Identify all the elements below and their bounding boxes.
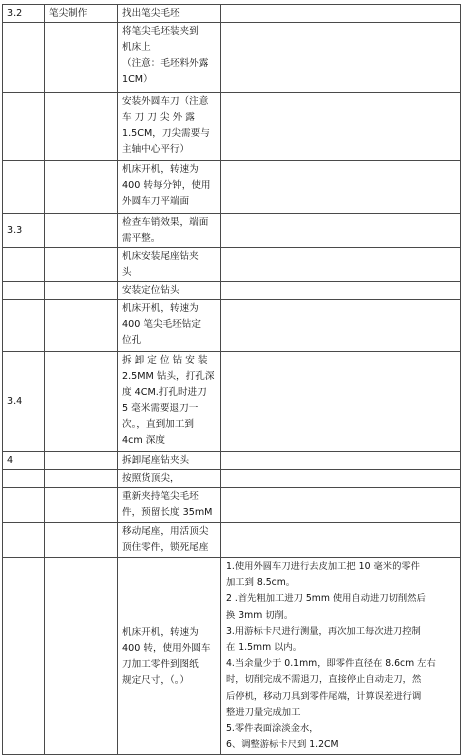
step-description-cell — [118, 523, 221, 558]
task-name-cell — [45, 352, 118, 452]
note-line: 2 .首先粗加工进刀 5mm 使用自动进刀切削然后 — [226, 593, 426, 605]
step-line: 度 4CM.打孔时进刀 — [122, 387, 207, 398]
task-name-cell — [45, 23, 118, 93]
step-line: 4cm 深度 — [122, 435, 165, 446]
step-line: 400 转每分钟，使用 — [122, 180, 211, 191]
notes-cell — [221, 523, 461, 558]
step-description-cell — [118, 300, 221, 352]
note-line: 6、调整游标卡尺到 1.2CM — [226, 739, 339, 751]
step-line: 次。，直到加工到 — [122, 419, 194, 430]
notes-cell — [221, 5, 461, 23]
step-number-cell — [3, 23, 45, 93]
note-line: 整进刀量完成加工 — [226, 706, 301, 718]
step-line: （注意：毛坯料外露 — [122, 58, 209, 69]
step-number-cell — [3, 248, 45, 282]
step-description-cell — [118, 5, 221, 23]
task-name-cell — [45, 488, 118, 523]
task-name-cell — [45, 558, 118, 755]
note-line: 1.使用外圆车刀进行去皮加工把 10 毫米的零件 — [226, 561, 420, 572]
step-line: 规定尺寸，（。） — [122, 674, 190, 686]
step-description-cell — [118, 558, 221, 755]
step-line: 主轴中心平行） — [122, 144, 190, 155]
note-line: 换 3mm 切削。 — [226, 609, 294, 621]
step-line: 件，预留长度 35mM — [122, 507, 213, 518]
step-line: 找出笔尖毛坯 — [122, 8, 180, 19]
step-description-cell — [118, 488, 221, 523]
table-row — [3, 470, 461, 488]
table-row — [3, 248, 461, 282]
notes-cell — [221, 214, 461, 248]
step-line: 安装定位钻头 — [122, 285, 180, 296]
step-line: 机床开机，转速为 — [122, 626, 199, 638]
step-line: 5 毫米需要退刀一 — [122, 403, 199, 414]
step-number-cell — [3, 161, 45, 214]
note-line: 5.零件表面涂淡金水， — [226, 723, 319, 735]
note-line: 加工到 8.5cm。 — [226, 577, 296, 589]
step-line: 移动尾座，用活顶尖 — [122, 526, 209, 537]
task-name-cell — [45, 161, 118, 214]
step-line: 机床安装尾座钻夹 — [122, 251, 199, 262]
step-line: 机床上 — [122, 42, 151, 53]
step-line: 2.5MM 钻头，打孔深 — [122, 371, 215, 382]
step-description-cell — [118, 161, 221, 214]
step-number-cell — [3, 470, 45, 488]
step-line: 需平整。 — [122, 233, 161, 244]
table-row — [3, 282, 461, 300]
step-description-cell — [118, 248, 221, 282]
table-row — [3, 23, 461, 93]
notes-cell — [221, 558, 461, 755]
step-number-cell — [3, 282, 45, 300]
step-line: 400 转，使用外圆车 — [122, 642, 211, 654]
step-number-cell: 3.4 — [3, 352, 45, 452]
task-name-cell — [45, 523, 118, 558]
step-line: 1.5CM，刀尖需要与 — [122, 128, 210, 139]
step-line: 拆 卸 定 位 钻 安 装 — [122, 355, 208, 366]
notes-cell — [221, 452, 461, 470]
step-number-cell — [3, 488, 45, 523]
table-row — [3, 558, 461, 755]
step-description-cell — [118, 470, 221, 488]
task-name-cell — [45, 300, 118, 352]
task-name-cell — [45, 93, 118, 161]
process-table — [2, 4, 461, 755]
step-description-cell — [118, 282, 221, 300]
step-description-cell — [118, 214, 221, 248]
task-name-cell — [45, 248, 118, 282]
step-description-cell — [118, 452, 221, 470]
notes-cell — [221, 300, 461, 352]
table-row — [3, 488, 461, 523]
notes-cell — [221, 23, 461, 93]
table-row — [3, 300, 461, 352]
task-name-cell — [45, 282, 118, 300]
note-line: 3.用游标卡尺进行测量，再次加工每次进刀控制 — [226, 625, 421, 637]
note-line: 时，切削完成不需退刀，直接停止自动走刀，然 — [226, 674, 422, 686]
step-line: 安装外圆车刀（注意 — [122, 96, 209, 107]
step-number-cell — [3, 558, 45, 755]
notes-cell — [221, 161, 461, 214]
step-line: 头 — [122, 267, 132, 278]
table-row — [3, 93, 461, 161]
step-number-cell — [3, 300, 45, 352]
step-description-cell — [118, 93, 221, 161]
task-name-cell: 笔尖制作 — [45, 5, 118, 23]
notes-cell — [221, 470, 461, 488]
step-line: 顶住零件，锁死尾座 — [122, 542, 209, 553]
step-line: 按照货顶尖， — [122, 473, 180, 484]
step-line: 机床开机，转速为 — [122, 164, 199, 175]
table-row — [3, 352, 461, 452]
step-number-cell: 3.3 — [3, 214, 45, 248]
step-line: 车 刀 刀 尖 外 露 — [122, 112, 195, 123]
task-name-cell — [45, 452, 118, 470]
task-name-cell — [45, 214, 118, 248]
step-line: 检查车销效果，端面 — [122, 217, 209, 228]
step-number-cell — [3, 523, 45, 558]
notes-cell — [221, 488, 461, 523]
step-line: 1CM） — [122, 74, 153, 85]
step-description-cell — [118, 23, 221, 93]
step-line: 拆卸尾座钻夹头 — [122, 455, 190, 466]
step-number-cell: 4 — [3, 452, 45, 470]
step-line: 机床开机，转速为 — [122, 303, 199, 314]
step-number-cell: 3.2 — [3, 5, 45, 23]
step-line: 将笔尖毛坯装夹到 — [122, 26, 199, 37]
step-line: 外圆车刀平端面 — [122, 196, 190, 207]
task-name-cell — [45, 470, 118, 488]
table-row — [3, 214, 461, 248]
note-line: 在 1.5mm 以内。 — [226, 642, 302, 654]
note-line: 4.当余量少于 0.1mm，即零件直径在 8.6cm 左右 — [226, 658, 436, 670]
notes-cell — [221, 282, 461, 300]
table-row — [3, 5, 461, 23]
step-line: 重新夹持笔尖毛坯 — [122, 491, 199, 502]
step-line: 刀加工零件到图纸 — [122, 658, 199, 670]
step-description-cell — [118, 352, 221, 452]
step-number-cell — [3, 93, 45, 161]
table-row — [3, 452, 461, 470]
notes-cell — [221, 93, 461, 161]
step-line: 400 笔尖毛坯钻定 — [122, 319, 201, 330]
notes-cell — [221, 248, 461, 282]
table-row — [3, 161, 461, 214]
table-row — [3, 523, 461, 558]
note-line: 后停机，移动刀具到零件尾端，计算误差进行调 — [226, 690, 422, 702]
step-line: 位孔 — [122, 335, 142, 346]
notes-cell — [221, 352, 461, 452]
